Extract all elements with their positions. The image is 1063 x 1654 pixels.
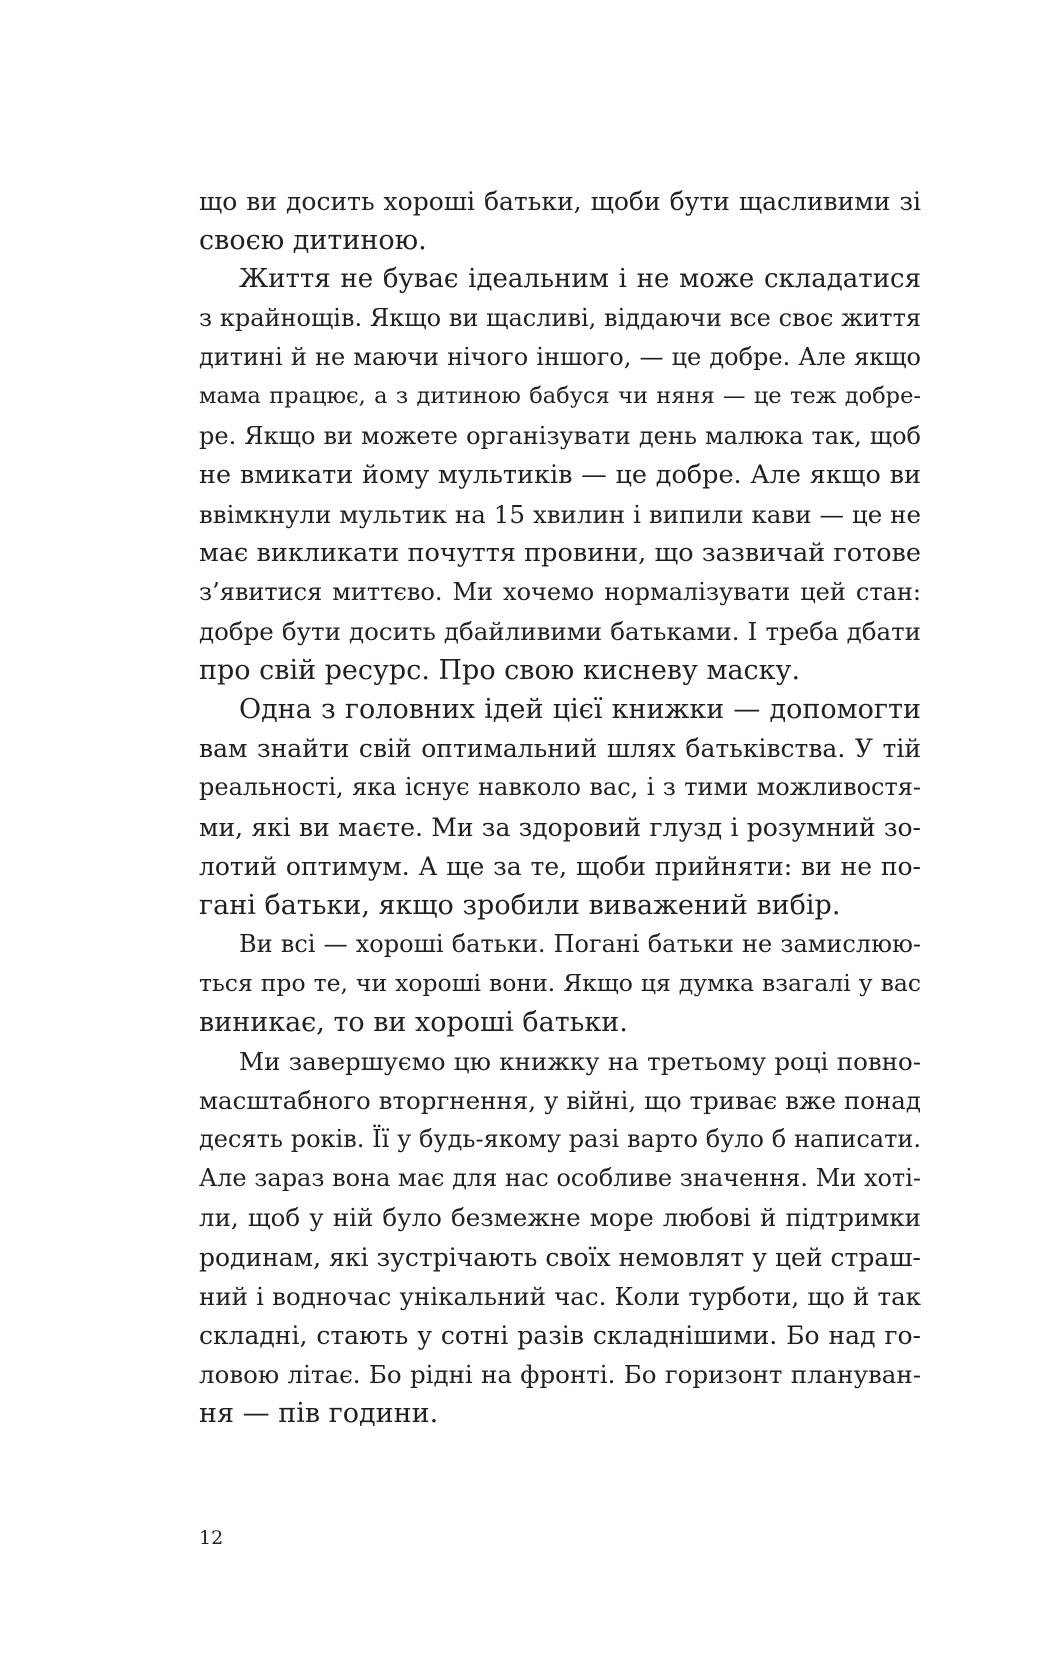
- text-line: ться про те, чи хороші вони. Якщо ця думка взагалі у вас: [199, 968, 921, 997]
- text-line: лотий оптимум. А ще за те, щоби прийняти: ви не по-: [199, 851, 921, 881]
- page-number: 12: [199, 1527, 224, 1549]
- text-line: не вмикати йому мультиків — це добре. Але якщо ви: [199, 459, 921, 490]
- text-line: Але зараз вона має для нас особливе значення. Ми хоті-: [199, 1164, 921, 1193]
- text-line: дитині й не маючи нічого іншого, — це добре. Але якщо: [199, 343, 921, 372]
- text-line: Одна з головних ідей цієї книжки — допомогти: [239, 694, 921, 726]
- text-line: ввімкнули мультик на 15 хвилин і випили кави — це не: [199, 499, 921, 529]
- text-line: ли, щоб у ній було безмежне море любові й підтримки: [199, 1203, 921, 1233]
- text-line: що ви досить хороші батьки, щоби бути щасливими зі: [199, 187, 921, 216]
- text-line: про свій ресурс. Про свою кисневу маску.: [199, 655, 801, 687]
- text-line: ре. Якщо ви можете організувати день малюка так, щоб: [199, 421, 921, 450]
- text-line: масштабного вторгнення, у війні, що триває вже понад: [199, 1086, 921, 1116]
- text-line: Ми завершуємо цю книжку на третьому році повно-: [239, 1047, 921, 1077]
- text-line: складні, стають у сотні разів складнішими. Бо над го-: [199, 1320, 921, 1350]
- text-line: ми, які ви маєте. Ми за здоровий глузд і розумний зо-: [199, 812, 921, 842]
- text-line: ня — пів години.: [199, 1397, 439, 1429]
- text-line: ловою літає. Бо рідні на фронті. Бо горизонт плануван-: [199, 1359, 921, 1389]
- text-line: з крайнощів. Якщо ви щасливі, віддаючи все своє життя: [199, 304, 921, 333]
- text-line: має викликати почуття провини, що зазвичай готове: [199, 537, 921, 568]
- text-line: добре бути досить дбайливими батьками. І треба дбати: [199, 617, 921, 647]
- text-line: Ви всі — хороші батьки. Погані батьки не замислюю-: [239, 929, 921, 958]
- text-line: Життя не буває ідеальним і не може складатися: [239, 264, 921, 295]
- text-line: з’явитися миттєво. Ми хочемо нормалізувати цей стан:: [199, 577, 921, 606]
- text-line: гані батьки, якщо зробили виважений вибір.: [199, 889, 841, 921]
- body-text: [199, 182, 921, 1433]
- text-line: родинам, які зустрічають своїх немовлят у цей страш-: [199, 1242, 921, 1272]
- text-line: реальності, яка існує навколо вас, і з тими можливостя-: [199, 773, 921, 802]
- text-line: ний і водночас унікальний час. Коли турботи, що й так: [199, 1281, 921, 1311]
- text-line: виникає, то ви хороші батьки.: [199, 1006, 628, 1038]
- text-line: десять років. Її у будь-якому разі варто було б написати.: [199, 1125, 921, 1154]
- text-line: вам знайти свій оптимальний шлях батьківства. У тій: [199, 734, 921, 764]
- text-line: мама працює, а з дитиною бабуся чи няня — це теж добре-: [199, 383, 921, 410]
- text-line: своєю дитиною.: [199, 225, 427, 257]
